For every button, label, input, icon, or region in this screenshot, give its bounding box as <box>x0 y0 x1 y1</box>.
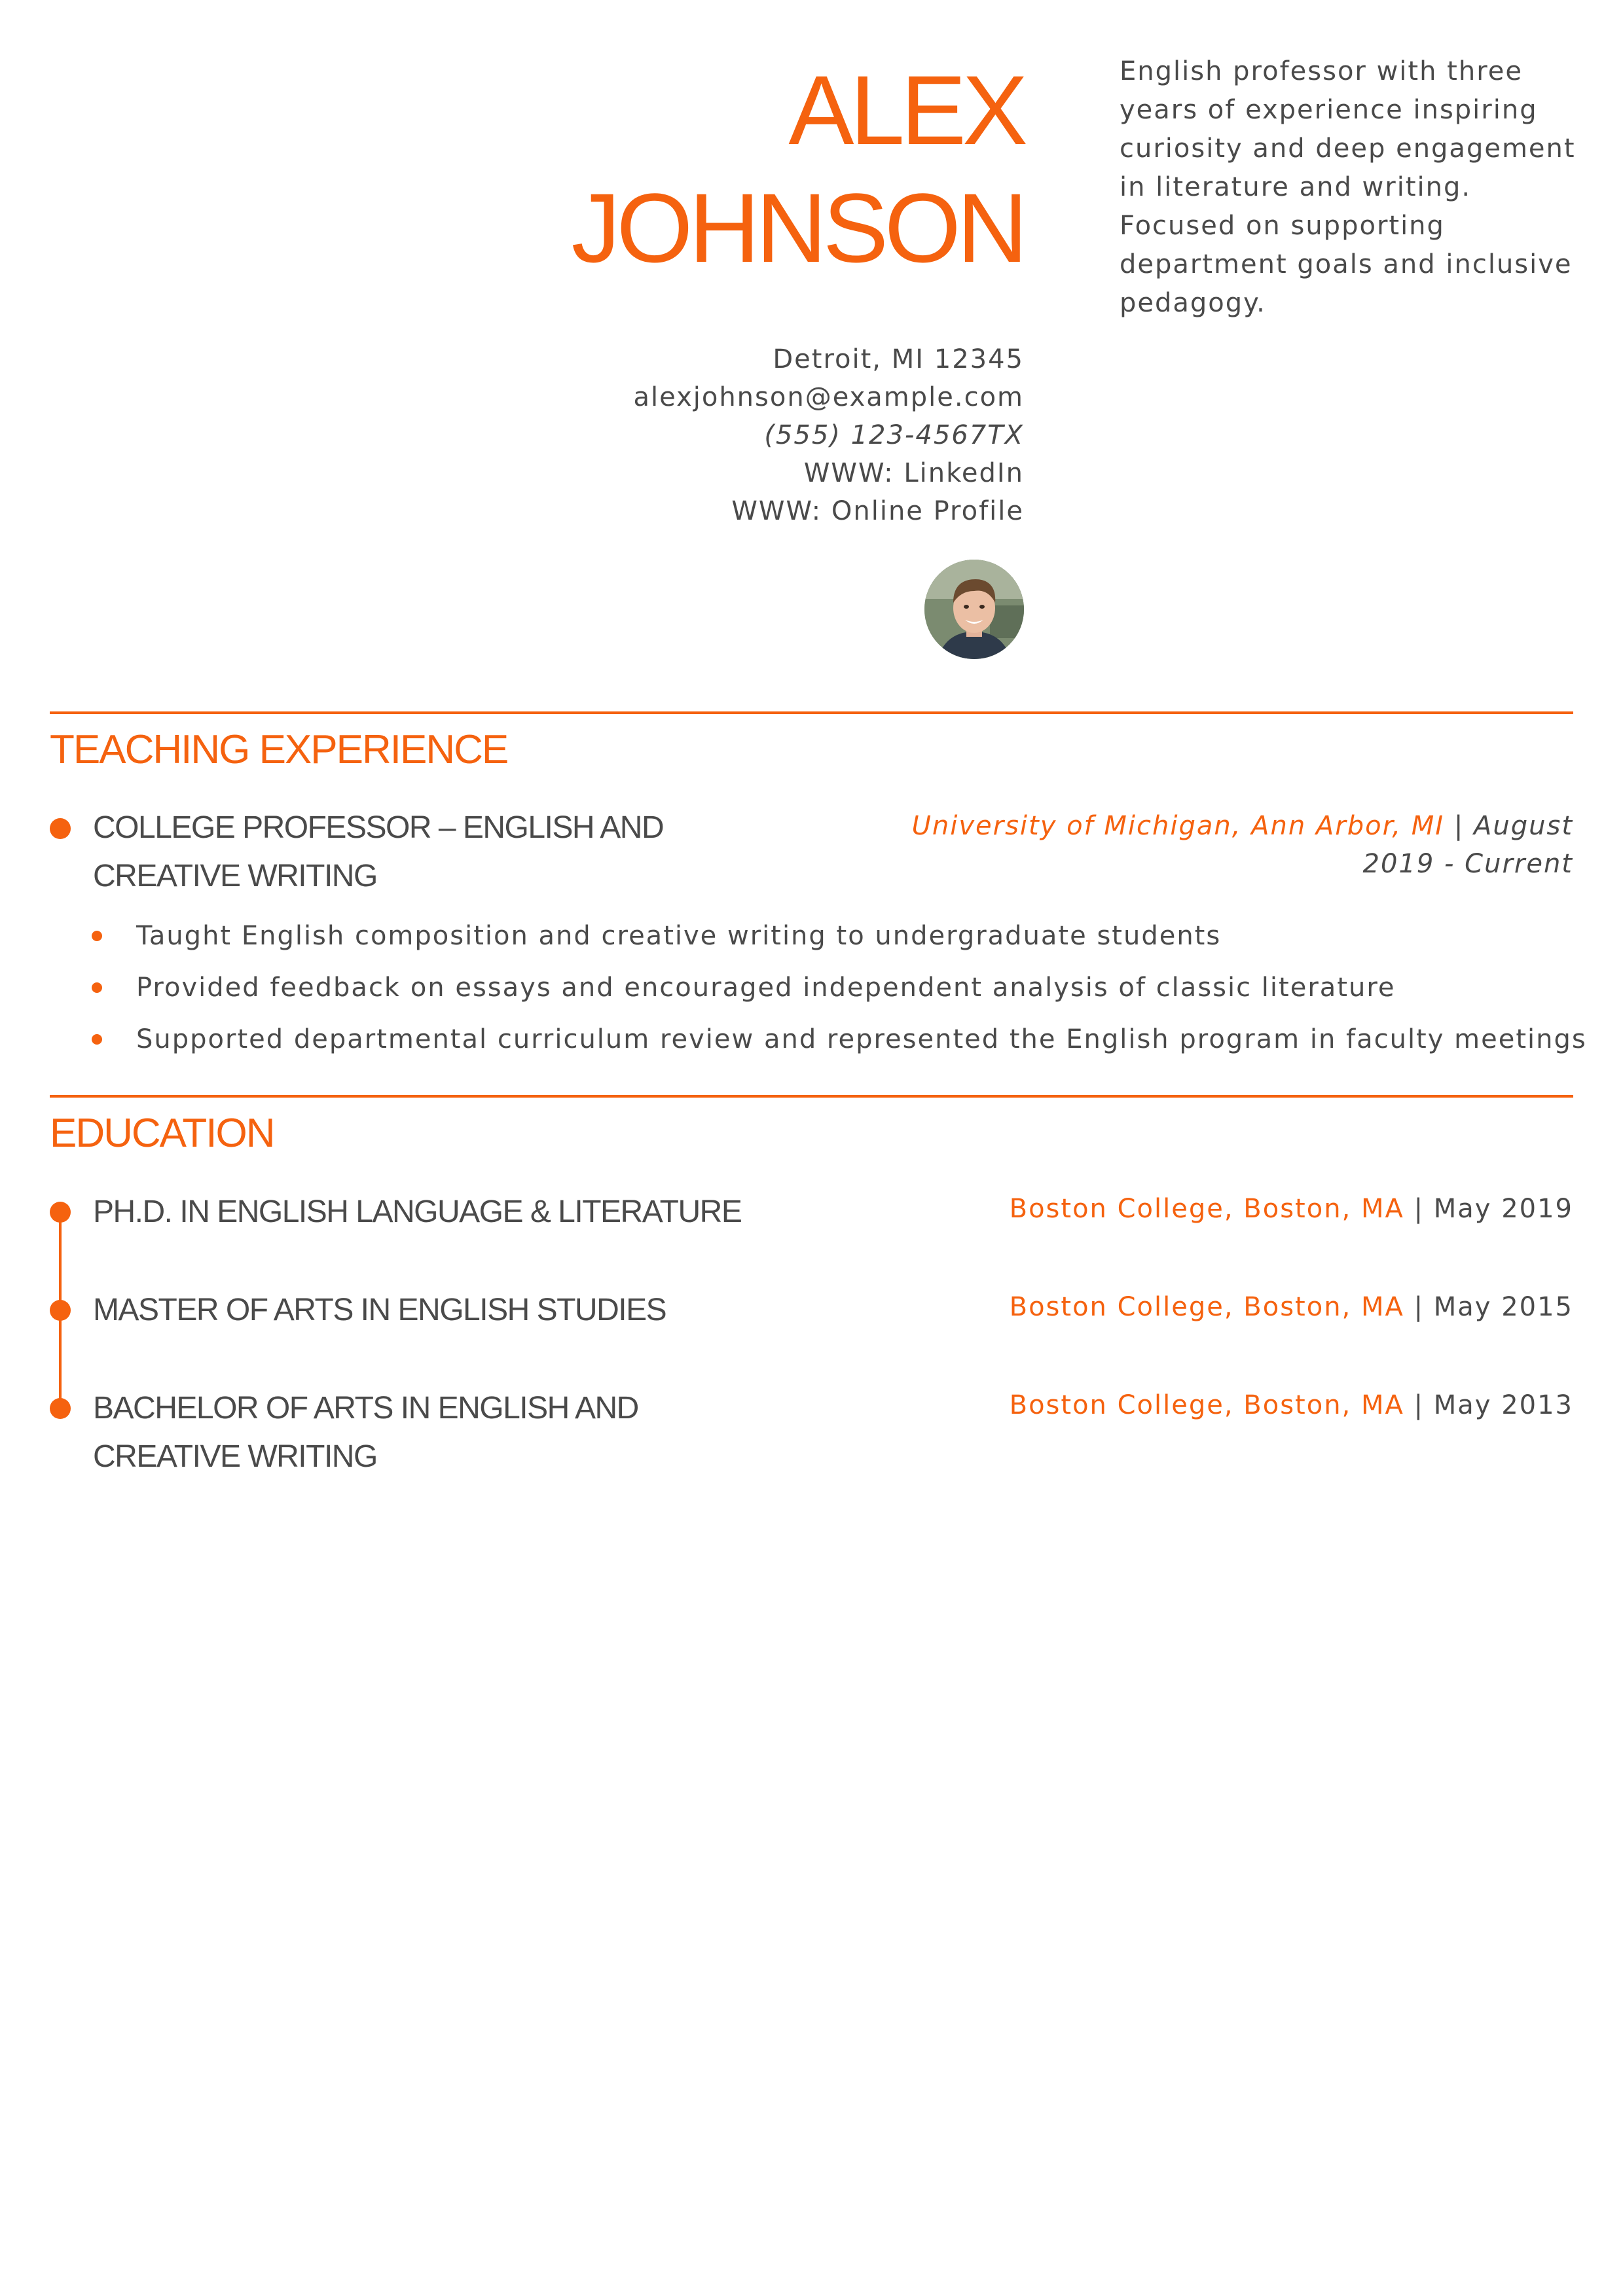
job-bullet: Provided feedback on essays and encouraged independent analysis of classic literature <box>136 973 1396 1003</box>
job-title-line2: CREATIVE WRITING <box>93 859 377 893</box>
contact-online-profile[interactable]: WWW: Online Profile <box>731 496 1024 526</box>
job-title-line1: COLLEGE PROFESSOR – ENGLISH AND <box>93 810 664 845</box>
section-divider <box>50 1095 1573 1098</box>
education-date: May 2015 <box>1433 1292 1573 1322</box>
contact-phone[interactable]: (555) 123-4567TX <box>764 420 1024 450</box>
section-divider <box>50 711 1573 714</box>
education-school-date <box>1010 1288 1573 1326</box>
education-marker-icon <box>50 1202 71 1223</box>
education-date: May 2013 <box>1433 1390 1573 1420</box>
profile-summary: English professor with three years of experience inspiring curiosity and deep engagement in literature and writing. Focused on supporting department goals and inclusive pedagogy. <box>1120 56 1576 318</box>
bullet-icon <box>92 982 102 993</box>
contact-location: Detroit, MI 12345 <box>773 344 1024 374</box>
first-name: ALEX <box>788 55 1024 165</box>
education-separator: | <box>1413 1194 1425 1224</box>
avatar-portrait-icon <box>924 560 1024 659</box>
education-school: Boston College, Boston, MA <box>1009 1292 1404 1322</box>
education-school: Boston College, Boston, MA <box>1009 1194 1404 1224</box>
job-bullet: Supported departmental curriculum review and represented the English program in faculty meetings <box>136 1024 1587 1054</box>
contact-email[interactable]: alexjohnson@example.com <box>633 382 1024 412</box>
education-degree: PH.D. IN ENGLISH LANGUAGE & LITERATURE <box>93 1194 742 1229</box>
education-date: May 2019 <box>1433 1194 1573 1224</box>
bullet-icon <box>92 931 102 941</box>
job-separator: | <box>1453 811 1465 841</box>
job-employer: University of Michigan, Ann Arbor, MI <box>911 811 1445 841</box>
education-marker-icon <box>50 1300 71 1321</box>
bullet-icon <box>92 1034 102 1045</box>
education-school-date <box>1010 1386 1573 1424</box>
education-separator: | <box>1413 1292 1425 1322</box>
job-date-start: August <box>1474 811 1573 841</box>
experience-marker-icon <box>50 818 71 839</box>
contact-linkedin[interactable]: WWW: LinkedIn <box>803 458 1024 488</box>
education-school-date <box>1010 1190 1573 1228</box>
job-employer-date <box>912 807 1573 845</box>
education-school: Boston College, Boston, MA <box>1009 1390 1404 1420</box>
education-degree: BACHELOR OF ARTS IN ENGLISH AND <box>93 1391 638 1426</box>
section-title-education: EDUCATION <box>50 1111 274 1156</box>
section-title-experience: TEACHING EXPERIENCE <box>50 727 508 772</box>
job-date-end: 2019 - Current <box>1362 849 1573 879</box>
job-bullet: Taught English composition and creative writing to undergraduate students <box>136 921 1222 951</box>
last-name: JOHNSON <box>571 173 1024 283</box>
education-marker-icon <box>50 1398 71 1419</box>
education-separator: | <box>1413 1390 1425 1420</box>
avatar <box>924 560 1024 659</box>
education-degree: MASTER OF ARTS IN ENGLISH STUDIES <box>93 1293 666 1327</box>
education-degree-line2: CREATIVE WRITING <box>93 1439 377 1474</box>
